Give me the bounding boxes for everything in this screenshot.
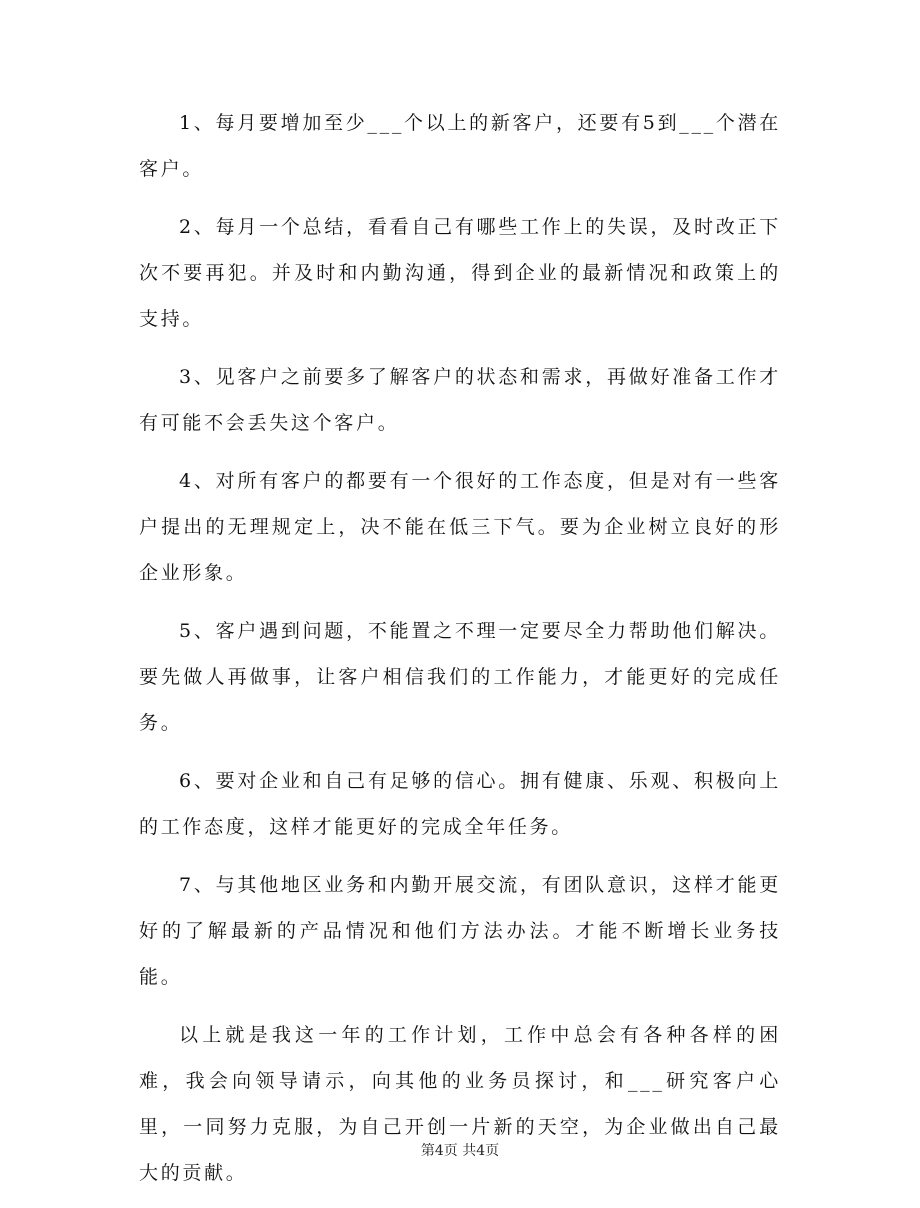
- paragraph-1: 1、每月要增加至少___个以上的新客户，还要有5到___个潜在客户。: [139, 112, 781, 180]
- document-body: [139, 100, 781, 1208]
- page-number-footer: 第4页 共4页: [420, 1143, 500, 1159]
- paragraph-conclusion: 以上就是我这一年的工作计划，工作中总会有各种各样的困难，我会向领导请示，向其他的业务员探讨，和___研究客户心里，一同努力克服，为自己开创一片新的天空，为企业做出自己最大的贡献。: [139, 1024, 781, 1184]
- paragraph-6: 6、要对企业和自己有足够的信心。拥有健康、乐观、积极向上的工作态度，这样才能更好的完成全年任务。: [139, 770, 781, 838]
- paragraph-4: 4、对所有客户的都要有一个很好的工作态度，但是对有一些客户提出的无理规定上，决不能在低三下气。要为企业树立良好的形企业形象。: [139, 470, 781, 584]
- paragraph-7: 7、与其他地区业务和内勤开展交流，有团队意识，这样才能更好的了解最新的产品情况和他们方法办法。才能不断增长业务技能。: [139, 874, 781, 988]
- paragraph-3: 3、见客户之前要多了解客户的状态和需求，再做好准备工作才有可能不会丢失这个客户。: [139, 366, 781, 434]
- paragraph-5: 5、客户遇到问题，不能置之不理一定要尽全力帮助他们解决。要先做人再做事，让客户相信我们的工作能力，才能更好的完成任务。: [139, 620, 781, 734]
- paragraph-2: 2、每月一个总结，看看自己有哪些工作上的失误，及时改正下次不要再犯。并及时和内勤沟通，得到企业的最新情况和政策上的支持。: [139, 216, 781, 330]
